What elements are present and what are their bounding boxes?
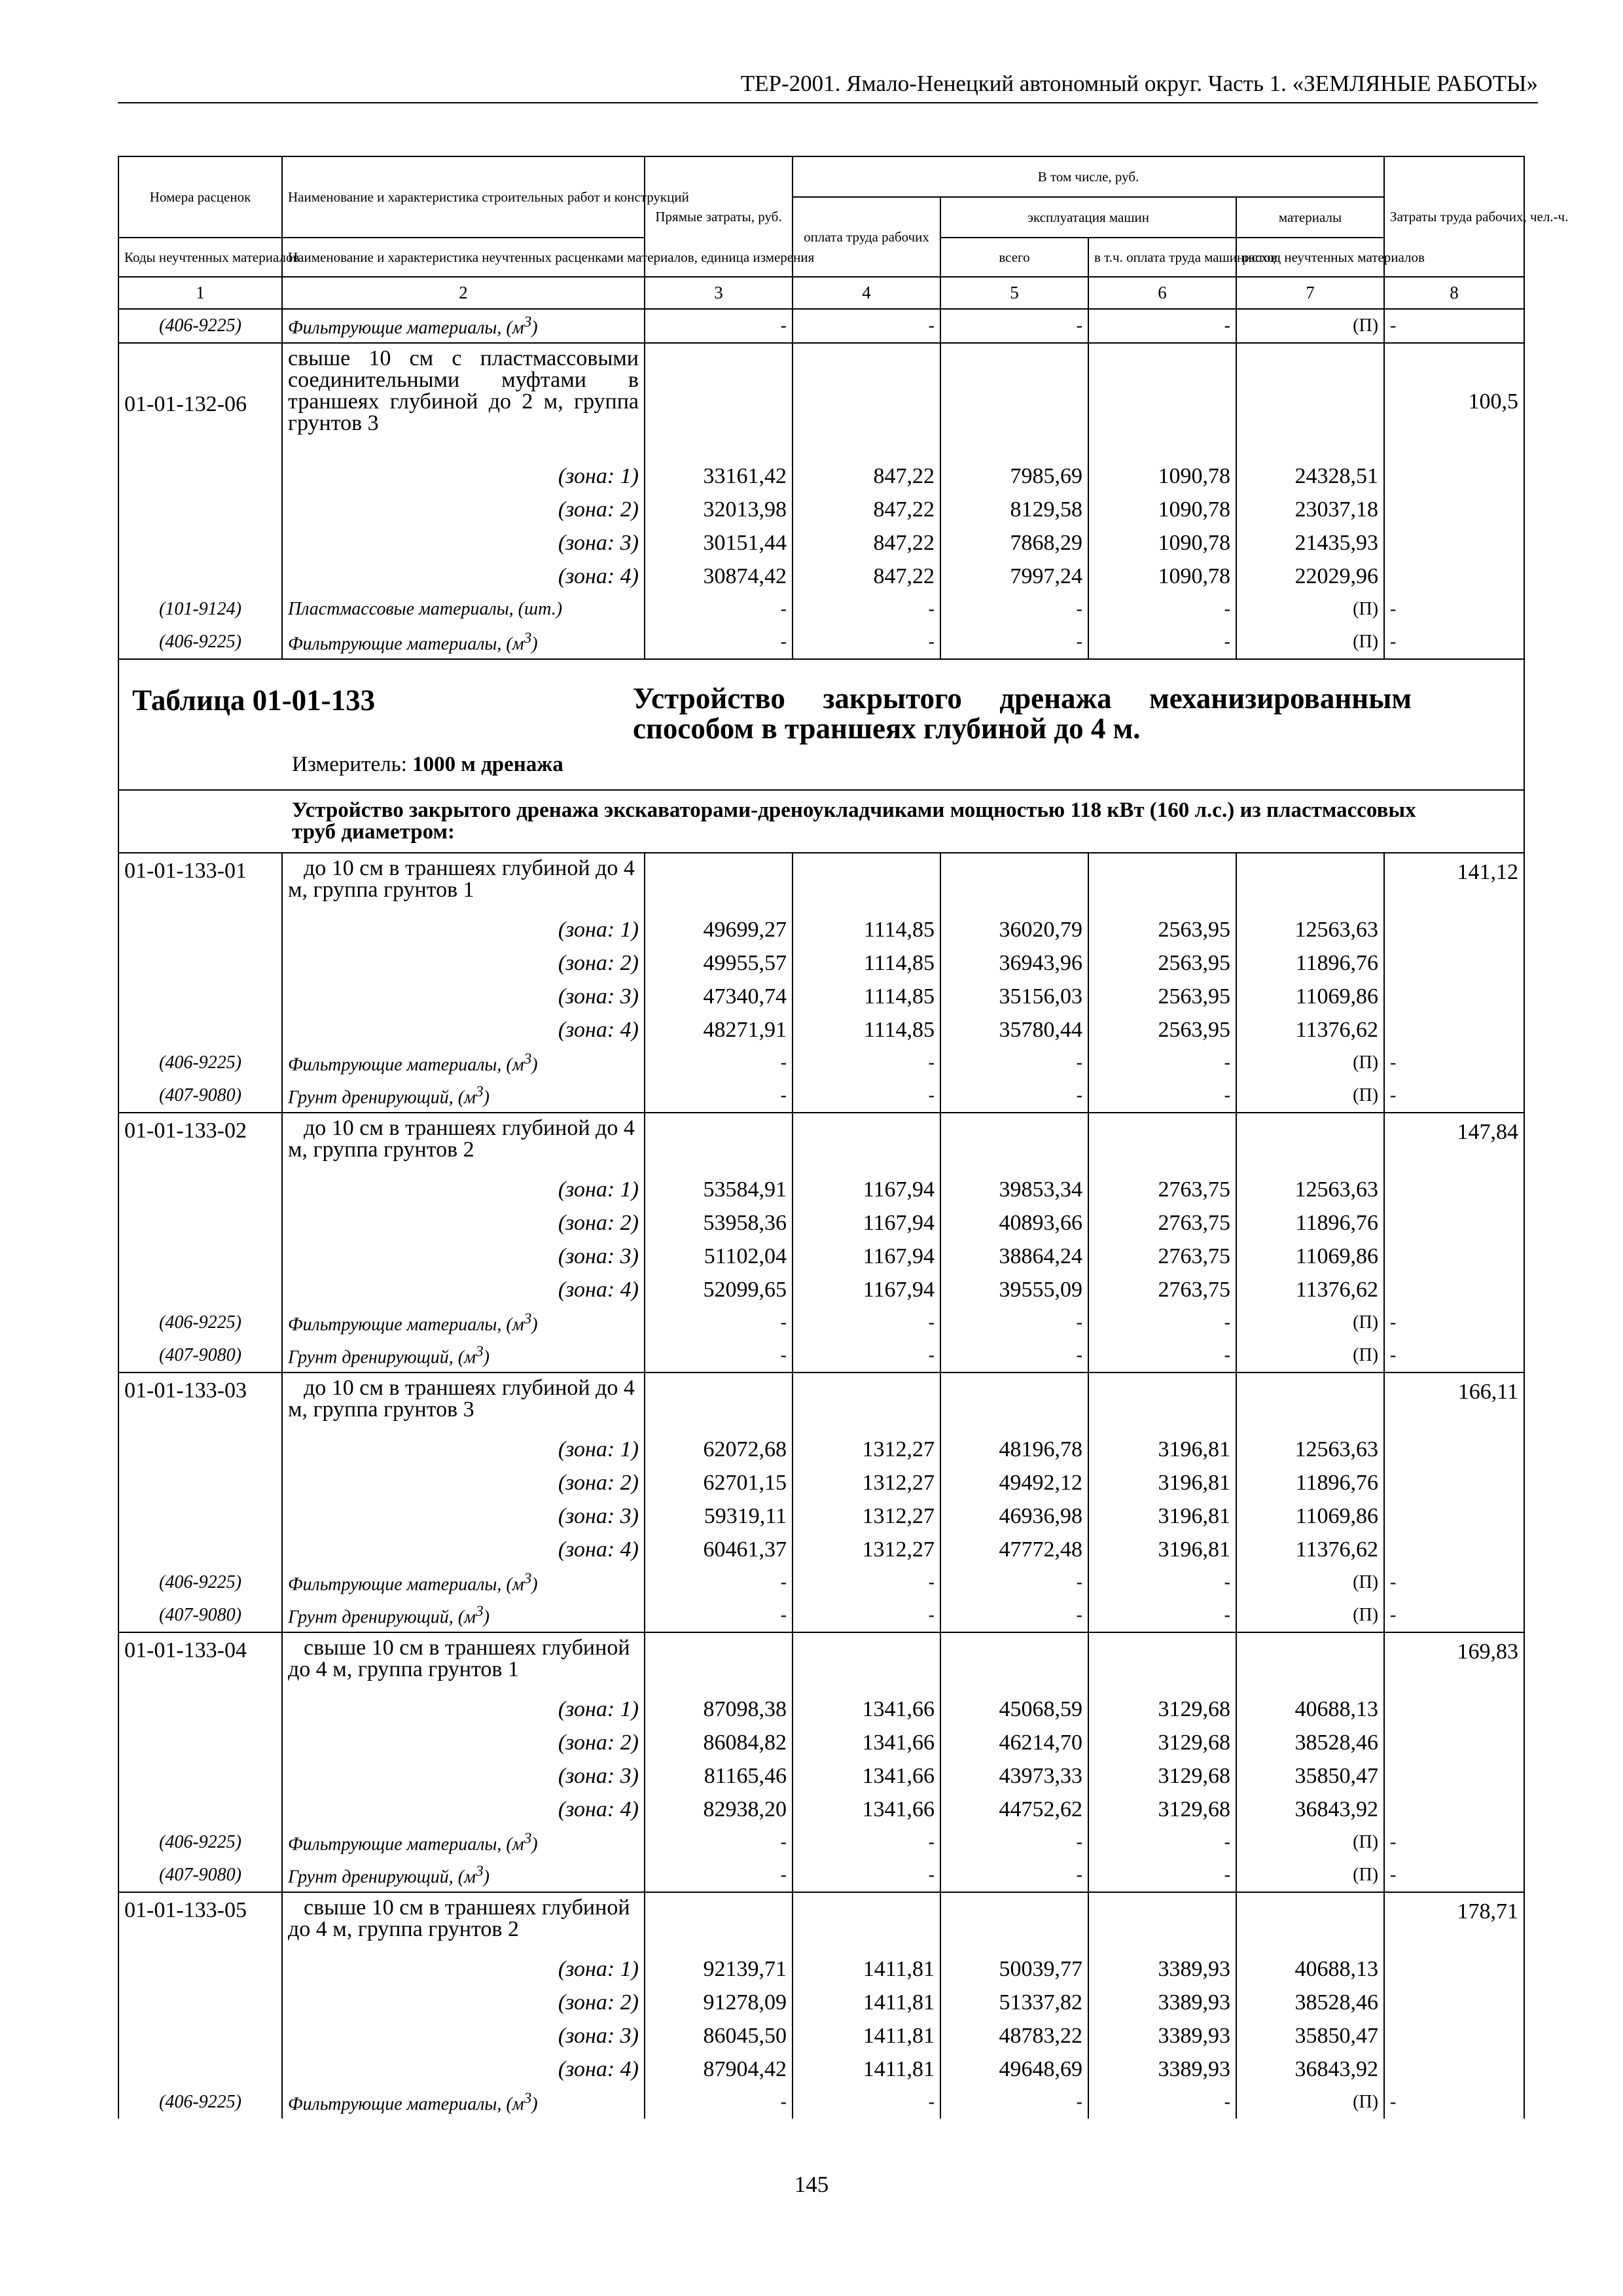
item-labor: 141,12 bbox=[1384, 853, 1524, 913]
zone-row: (зона: 3) 51102,04 1167,94 38864,24 2763,75 11069,86 bbox=[118, 1240, 1524, 1273]
item-description: до 10 см в траншеях глубиной до 4 м, группа грунтов 3 bbox=[282, 1372, 645, 1433]
material-row: (406-9225) Фильтрующие материалы, $(м^3)$ - - - - (П) - bbox=[118, 1566, 1524, 1599]
zone-row: (зона: 1) 33161,42 847,22 7985,69 1090,78 24328,51 bbox=[118, 459, 1524, 493]
item-code: 01-01-133-02 bbox=[118, 1113, 282, 1173]
table-name: Устройство закрытого дренажа механизированным способом в траншеях глубиной до 4 м. bbox=[633, 682, 1412, 745]
zone-row: (зона: 4) 87904,42 1411,81 49648,69 3389,93 36843,92 bbox=[118, 2053, 1524, 2086]
zone-row: (зона: 4) 82938,20 1341,66 44752,62 3129,68 36843,92 bbox=[118, 1793, 1524, 1826]
item-labor: 169,83 bbox=[1384, 1632, 1524, 1693]
zone-row: (зона: 3) 59319,11 1312,27 46936,98 3196,81 11069,86 bbox=[118, 1499, 1524, 1533]
item-row bbox=[118, 1113, 1524, 1173]
zone-row: (зона: 3) 86045,50 1411,81 48783,22 3389,93 35850,47 bbox=[118, 2019, 1524, 2053]
zone-row: (зона: 2) 91278,09 1411,81 51337,82 3389,93 38528,46 bbox=[118, 1986, 1524, 2019]
material-row: (407-9080) Грунт дренирующий, $(м^3)$ - - - - (П) - bbox=[118, 1079, 1524, 1113]
item-code: 01-01-133-01 bbox=[118, 853, 282, 913]
material-row: (407-9080) Грунт дренирующий, $(м^3)$ - - - - (П) - bbox=[118, 1339, 1524, 1372]
column-numbers-row: 1 2 3 4 5 6 7 8 bbox=[118, 277, 1524, 309]
material-row: (407-9080) Грунт дренирующий, $(м^3)$ - - - - (П) - bbox=[118, 1599, 1524, 1632]
item-code: 01-01-133-05 bbox=[118, 1892, 282, 1952]
item-code: 01-01-133-04 bbox=[118, 1632, 282, 1693]
item-code: 01-01-133-03 bbox=[118, 1372, 282, 1433]
item-description: до 10 см в траншеях глубиной до 4 м, группа грунтов 1 bbox=[282, 853, 645, 913]
table-title-row bbox=[118, 659, 1524, 790]
running-header: ТЕР-2001. Ямало-Ненецкий автономный округ. Часть 1. «ЗЕМЛЯНЫЕ РАБОТЫ» bbox=[118, 65, 1538, 103]
material-row: (406-9225) Фильтрующие материалы, $(м^3)$ - - - - (П) - bbox=[118, 2086, 1524, 2119]
zone-row: (зона: 1) 87098,38 1341,66 45068,59 3129,68 40688,13 bbox=[118, 1693, 1524, 1726]
item-description: свыше 10 см в траншеях глубиной до 4 м, группа грунтов 2 bbox=[282, 1892, 645, 1952]
col-name-bottom: Наименование и характеристика неучтенных расценками материалов, единица измерения bbox=[282, 238, 645, 277]
zone-row: (зона: 1) 62072,68 1312,27 48196,78 3196,81 12563,63 bbox=[118, 1433, 1524, 1466]
item-row: 01-01-132-06 свыше 10 см с пластмассовыми соединительными муфтами в траншеях глубиной до 2 м, группа грунтов 3 100,5 bbox=[118, 343, 1524, 459]
material-row: (407-9080) Грунт дренирующий, $(м^3)$ - - - - (П) - bbox=[118, 1859, 1524, 1892]
item-description: до 10 см в траншеях глубиной до 4 м, группа грунтов 2 bbox=[282, 1113, 645, 1173]
material-row: (406-9225) Фильтрующие материалы, $(м^3)$ - - - - (П) - bbox=[118, 309, 1524, 343]
item-labor: 147,84 bbox=[1384, 1113, 1524, 1173]
zone-row: (зона: 2) 86084,82 1341,66 46214,70 3129,68 38528,46 bbox=[118, 1726, 1524, 1759]
zone-row: (зона: 1) 49699,27 1114,85 36020,79 2563,95 12563,63 bbox=[118, 913, 1524, 946]
zone-row: (зона: 2) 49955,57 1114,85 36943,96 2563,95 11896,76 bbox=[118, 946, 1524, 980]
zone-row: (зона: 3) 81165,46 1341,66 43973,33 3129,68 35850,47 bbox=[118, 1759, 1524, 1793]
zone-row: (зона: 4) 60461,37 1312,27 47772,48 3196,81 11376,62 bbox=[118, 1533, 1524, 1566]
measure: Измеритель: 1000 м дренажа bbox=[292, 753, 563, 776]
col-machines: эксплуатация машин bbox=[940, 197, 1236, 238]
subsection-row bbox=[118, 790, 1524, 853]
material-row: (406-9225) Фильтрующие материалы, $(м^3)$ - - - - (П) - bbox=[118, 626, 1524, 659]
table-title: Таблица 01-01-133 bbox=[132, 684, 376, 717]
material-row: (406-9225) Фильтрующие материалы, $(м^3)$ - - - - (П) - bbox=[118, 1306, 1524, 1339]
zone-row: (зона: 4) 30874,42 847,22 7997,24 1090,78 22029,96 bbox=[118, 560, 1524, 593]
col-labor-pay: оплата труда рабочих bbox=[793, 197, 940, 277]
zone-row: (зона: 2) 53958,36 1167,94 40893,66 2763,75 11896,76 bbox=[118, 1206, 1524, 1240]
col-materials-cost: расход неучтенных материалов bbox=[1236, 238, 1384, 277]
item-row bbox=[118, 853, 1524, 913]
zone-row: (зона: 1) 92139,71 1411,81 50039,77 3389,93 40688,13 bbox=[118, 1952, 1524, 1986]
material-row: (406-9225) Фильтрующие материалы, $(м^3)$ - - - - (П) - bbox=[118, 1826, 1524, 1859]
zone-row: (зона: 3) 30151,44 847,22 7868,29 1090,78 21435,93 bbox=[118, 526, 1524, 560]
item-row bbox=[118, 1892, 1524, 1952]
zone-row: (зона: 2) 62701,15 1312,27 49492,12 3196,81 11896,76 bbox=[118, 1466, 1524, 1499]
price-table bbox=[118, 156, 1569, 2119]
item-labor: 178,71 bbox=[1384, 1892, 1524, 1952]
col-including: В том числе, руб. bbox=[793, 156, 1384, 197]
subsection-title: Устройство закрытого дренажа экскаваторами-дреноукладчиками мощностью 118 кВт (160 л.с.) из пластмассовых труб диаметром: bbox=[292, 798, 1416, 844]
col-code-bottom: Коды неучтенных материалов bbox=[118, 238, 282, 277]
col-code-top: Номера расценок bbox=[118, 156, 282, 238]
zone-row: (зона: 2) 32013,98 847,22 8129,58 1090,78 23037,18 bbox=[118, 493, 1524, 526]
col-direct: Прямые затраты, руб. bbox=[645, 156, 793, 277]
col-machines-total: всего bbox=[940, 238, 1088, 277]
material-row: (406-9225) Фильтрующие материалы, $(м^3)$ - - - - (П) - bbox=[118, 1047, 1524, 1079]
zone-row: (зона: 3) 47340,74 1114,85 35156,03 2563,95 11069,86 bbox=[118, 980, 1524, 1013]
item-row bbox=[118, 1372, 1524, 1433]
material-row: (101-9124) Пластмассовые материалы, (шт.) - - - - (П) - bbox=[118, 593, 1524, 626]
item-row bbox=[118, 1632, 1524, 1693]
item-description: свыше 10 см в траншеях глубиной до 4 м, группа грунтов 1 bbox=[282, 1632, 645, 1693]
page-number: 145 bbox=[794, 2172, 829, 2197]
col-labor-hours: Затраты труда рабочих, чел.-ч. bbox=[1384, 156, 1524, 277]
item-labor: 166,11 bbox=[1384, 1372, 1524, 1433]
col-materials: материалы bbox=[1236, 197, 1384, 238]
zone-row: (зона: 1) 53584,91 1167,94 39853,34 2763,75 12563,63 bbox=[118, 1173, 1524, 1206]
zone-row: (зона: 4) 52099,65 1167,94 39555,09 2763,75 11376,62 bbox=[118, 1273, 1524, 1306]
col-name-top: Наименование и характеристика строительных работ и конструкций bbox=[282, 156, 645, 238]
col-machinist-pay: в т.ч. оплата труда машинистов bbox=[1088, 238, 1236, 277]
zone-row: (зона: 4) 48271,91 1114,85 35780,44 2563,95 11376,62 bbox=[118, 1013, 1524, 1047]
